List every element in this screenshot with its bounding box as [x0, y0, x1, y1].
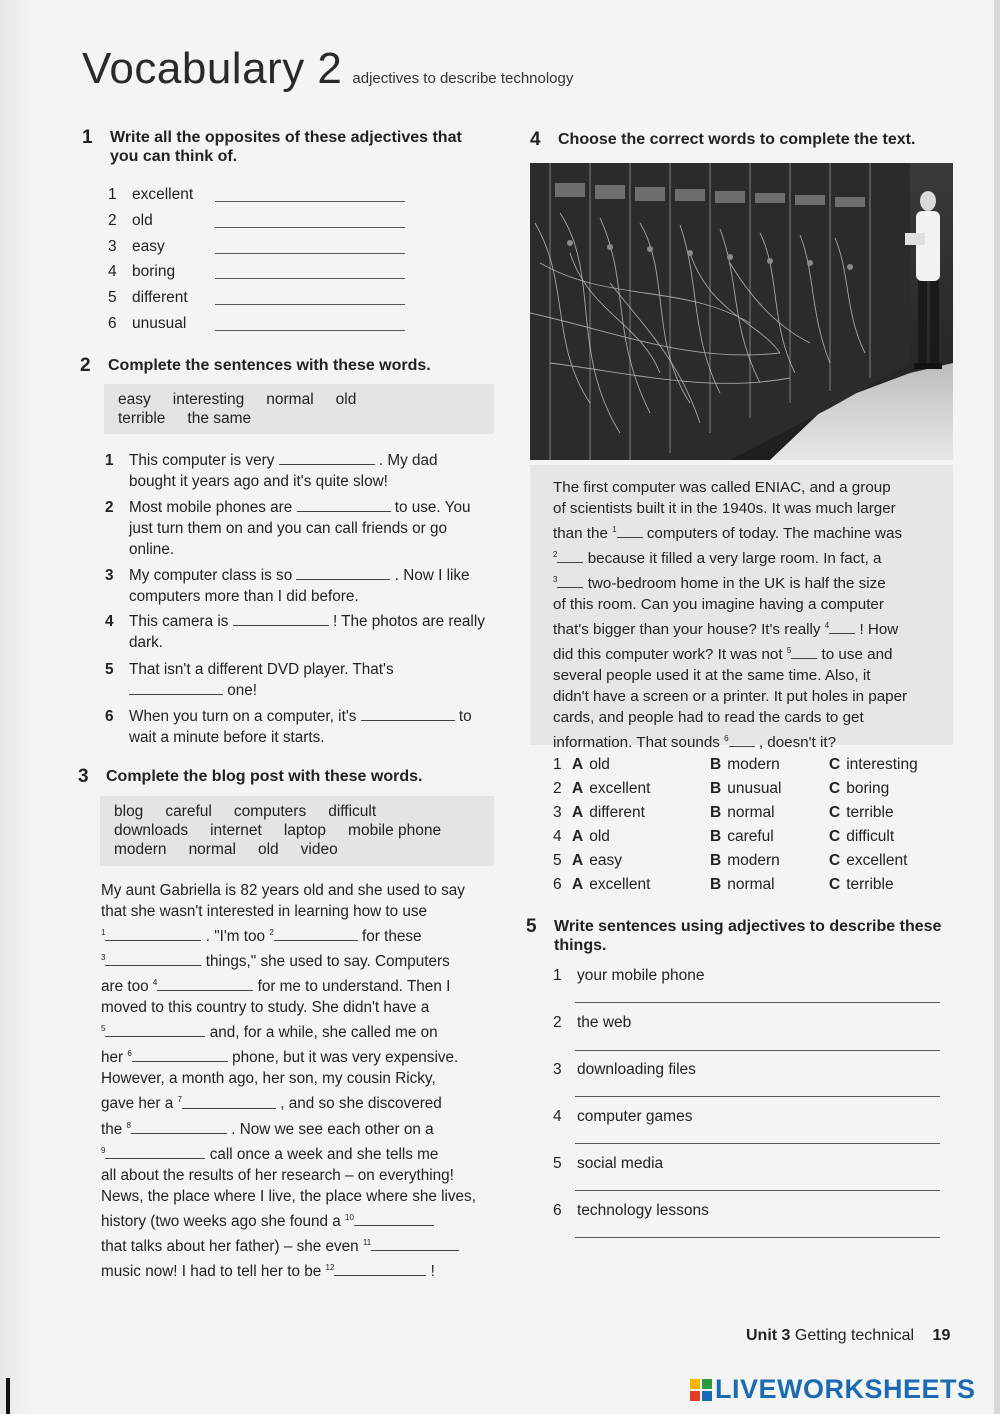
word-chip: blog — [114, 803, 144, 820]
option-c[interactable] — [829, 876, 894, 894]
option-text: normal — [727, 876, 775, 893]
option-letter: A — [572, 876, 584, 893]
answer-gap[interactable] — [129, 680, 223, 695]
option-num: 1 — [553, 756, 562, 773]
story-line: The first computer was called ENIAC, and a group — [553, 479, 891, 496]
gap-number: 3 — [553, 575, 558, 585]
ex1-item-word: unusual — [132, 315, 187, 332]
blog-text: the — [101, 1120, 123, 1138]
ex1-answer-line-1[interactable] — [215, 201, 405, 202]
sentence-text: bought it years ago and it's quite slow! — [129, 473, 388, 490]
blog-text: her — [101, 1049, 124, 1067]
option-text: terrible — [846, 876, 894, 893]
blog-line: However, a month ago, her son, my cousin Ricky, — [101, 1070, 436, 1088]
word-chip: easy — [118, 391, 151, 408]
sentence-num: 6 — [105, 708, 114, 725]
option-text: boring — [846, 780, 890, 797]
ex4-instruction: Choose the correct words to complete the text. — [558, 131, 916, 148]
ex1-item — [108, 315, 186, 333]
option-num: 6 — [553, 876, 562, 893]
ex3-word-row — [114, 821, 494, 840]
option-num: 5 — [553, 852, 562, 869]
story-gap-6[interactable] — [729, 732, 755, 747]
footer-page-number: 19 — [932, 1327, 951, 1344]
answer-gap[interactable] — [279, 450, 375, 465]
ex5-item-text: social media — [577, 1155, 664, 1172]
ex4-option-row — [553, 828, 953, 850]
blog-line: all about the results of her research – on everything! — [101, 1166, 454, 1184]
story-line: of this room. Can you imagine having a computer — [553, 596, 884, 614]
story-line — [553, 569, 933, 594]
blog-line: My aunt Gabriella is 82 years old and she used to say — [101, 882, 465, 899]
gap-number: 5 — [101, 1024, 106, 1034]
blog-gap-9[interactable] — [105, 1144, 205, 1159]
ex1-item-word: different — [132, 289, 188, 306]
option-c[interactable] — [829, 804, 894, 822]
gap-number: 8 — [126, 1120, 131, 1130]
blog-line — [101, 1089, 493, 1114]
option-num: 4 — [553, 828, 562, 845]
story-line: cards, and people had to read the cards to get — [553, 709, 864, 727]
gap-number: 1 — [101, 928, 106, 937]
story-line — [553, 728, 933, 753]
ex5-item — [553, 1014, 631, 1032]
answer-gap[interactable] — [361, 706, 455, 721]
title-main: Vocabulary 2 — [82, 44, 343, 93]
blog-gap-3[interactable] — [105, 951, 201, 966]
word-chip: normal — [266, 391, 314, 408]
sentence-text: . My dad — [378, 452, 438, 469]
blog-text: , and so she discovered — [280, 1095, 442, 1113]
story-gap-1[interactable] — [617, 523, 643, 538]
option-letter: B — [710, 828, 722, 845]
ex5-heading — [526, 917, 946, 955]
ex5-answer-line-1[interactable] — [575, 1002, 940, 1003]
blog-text: gave her a — [101, 1095, 174, 1113]
ex1-instruction: Write all the opposites of these adjectives that you can think of. — [110, 129, 462, 165]
word-chip: careful — [165, 803, 212, 820]
ex2-sentence — [105, 450, 495, 492]
footer-unit-title: Getting technical — [794, 1327, 915, 1344]
sentence-text: Most mobile phones are — [129, 499, 293, 516]
answer-gap[interactable] — [296, 565, 390, 580]
gap-number: 1 — [612, 525, 617, 534]
ex5-item-text: technology lessons — [577, 1202, 709, 1219]
option-a[interactable] — [572, 756, 610, 774]
option-text: difficult — [846, 828, 895, 845]
story-text: to use and — [821, 646, 893, 664]
word-chip: downloads — [114, 822, 189, 839]
ex1-item — [108, 238, 165, 256]
ex5-item — [553, 967, 705, 985]
blog-gap-1[interactable] — [105, 926, 201, 941]
ex2-sentence — [105, 497, 495, 560]
liveworksheets-logo[interactable] — [690, 1374, 976, 1405]
option-c[interactable] — [829, 828, 894, 846]
page-gutter-shadow — [0, 0, 30, 1414]
liveworksheets-logo-icon — [690, 1379, 712, 1401]
ex1-item-num: 4 — [108, 263, 117, 280]
ex2-sentence — [105, 565, 495, 607]
ex1-answer-line-3[interactable] — [215, 253, 405, 254]
ex5-item-num: 3 — [553, 1061, 562, 1078]
blog-text: . Now we see each other on a — [231, 1120, 434, 1138]
eniac-photo-illustration — [530, 163, 953, 460]
blog-line — [101, 1018, 493, 1043]
option-b[interactable] — [710, 804, 775, 822]
story-line — [553, 544, 933, 569]
ex4-story — [553, 477, 933, 753]
option-text: terrible — [846, 804, 894, 821]
gap-number: 4 — [152, 978, 158, 988]
story-line: didn't have a screen or a printer. It put holes in paper — [553, 688, 908, 706]
ex5-item-num: 4 — [553, 1108, 562, 1125]
ex4-option-row — [553, 756, 953, 778]
story-text: than the — [553, 525, 608, 543]
option-text: unusual — [727, 780, 782, 797]
gap-number: 5 — [786, 646, 792, 656]
option-num: 3 — [553, 804, 562, 821]
ex5-item-text: your mobile phone — [577, 967, 705, 984]
option-a[interactable] — [572, 804, 645, 822]
option-a[interactable] — [572, 876, 650, 894]
blog-text: are too — [101, 978, 149, 996]
option-c[interactable] — [829, 756, 918, 774]
option-letter: B — [710, 804, 722, 821]
story-gap-5[interactable] — [791, 644, 817, 659]
blog-line — [101, 1207, 493, 1232]
blog-text: things," she used to say. Computers — [205, 953, 450, 971]
story-line: several people used it at the same time. Also, it — [553, 667, 871, 685]
ex2-word-row — [118, 409, 494, 428]
option-a[interactable] — [572, 780, 650, 798]
sentence-text: to — [458, 708, 472, 725]
option-b[interactable] — [710, 780, 782, 798]
option-text: old — [589, 756, 610, 773]
sentence-num: 2 — [105, 499, 114, 516]
ex1-number: 1 — [82, 127, 93, 148]
option-text: modern — [727, 756, 780, 773]
word-chip: normal — [188, 841, 236, 858]
blog-line: that she wasn't interested in learning how to use — [101, 903, 428, 920]
blog-gap-5[interactable] — [105, 1022, 205, 1037]
ex5-item-num: 6 — [553, 1202, 562, 1219]
gap-number: 6 — [127, 1049, 132, 1059]
sentence-text: just turn them on and you can call friends or go — [129, 520, 448, 537]
blog-line — [101, 1043, 493, 1068]
blog-text: and, for a while, she called me on — [209, 1024, 438, 1042]
option-letter: B — [710, 780, 722, 797]
ex1-answer-line-2[interactable] — [215, 227, 405, 228]
ex5-item-num: 2 — [553, 1014, 562, 1031]
sentence-text: online. — [129, 541, 175, 558]
option-text: excellent — [589, 780, 651, 797]
sentence-num: 4 — [105, 613, 114, 630]
sentence-text: to use. You — [394, 499, 471, 516]
ex5-answer-line-4[interactable] — [575, 1143, 940, 1144]
word-chip: computers — [233, 803, 307, 820]
sentence-text: dark. — [129, 634, 164, 651]
story-gap-4[interactable] — [829, 619, 855, 634]
ex1-item-num: 6 — [108, 315, 117, 332]
option-letter: A — [572, 780, 584, 797]
story-text: did this computer work? It was not — [553, 646, 783, 664]
sentence-text: When you turn on a computer, it's — [129, 708, 357, 725]
ex1-item — [108, 263, 175, 281]
option-letter: A — [572, 804, 584, 821]
ex1-heading — [82, 128, 492, 166]
gap-number: 4 — [824, 621, 830, 631]
story-text: computers of today. The machine was — [646, 525, 903, 543]
option-letter: C — [829, 780, 841, 797]
ex1-item — [108, 186, 193, 204]
sentence-text: one! — [227, 682, 258, 699]
ex2-sentence — [105, 659, 495, 701]
word-chip: old — [335, 391, 357, 408]
sentence-num: 3 — [105, 567, 114, 584]
ex5-item — [553, 1155, 663, 1173]
option-text: old — [589, 828, 610, 845]
blog-line — [101, 972, 493, 997]
blog-gap-2[interactable] — [274, 926, 358, 941]
ex1-answer-line-4[interactable] — [215, 278, 405, 279]
blog-text: music now! I had to tell her to be — [101, 1263, 322, 1281]
blog-line — [101, 922, 493, 947]
option-letter: C — [829, 756, 841, 773]
option-letter: A — [572, 852, 584, 869]
sentence-text: ! The photos are really — [332, 613, 485, 630]
gap-number: 3 — [101, 953, 106, 963]
ex2-sentence — [105, 706, 495, 748]
sentence-text: computers more than I did before. — [129, 588, 359, 605]
option-letter: B — [710, 852, 722, 869]
word-chip: laptop — [283, 822, 327, 839]
blog-text: that talks about her father) – she even — [101, 1237, 359, 1255]
ex1-item — [108, 212, 153, 230]
blog-text: ! — [430, 1263, 435, 1281]
word-chip: video — [300, 841, 338, 858]
word-chip: difficult — [328, 803, 377, 820]
story-text: because it filled a very large room. In fact, a — [587, 550, 882, 568]
answer-gap[interactable] — [297, 497, 391, 512]
blog-gap-6[interactable] — [132, 1047, 228, 1062]
option-letter: A — [572, 828, 584, 845]
ex2-word-box — [104, 384, 494, 434]
option-letter: C — [829, 804, 841, 821]
sentence-text: This computer is very — [129, 452, 275, 469]
option-text: excellent — [846, 852, 908, 869]
ex5-item-num: 5 — [553, 1155, 562, 1172]
blog-text: phone, but it was very expensive. — [232, 1049, 459, 1067]
option-text: easy — [589, 852, 622, 869]
option-text: modern — [727, 852, 780, 869]
option-letter: B — [710, 876, 722, 893]
ex1-item — [108, 289, 188, 307]
story-line: of scientists built it in the 1940s. It was much larger — [553, 500, 896, 517]
blog-post — [101, 880, 493, 1282]
blog-gap-11[interactable] — [371, 1236, 459, 1251]
sentence-text: My computer class is so — [129, 567, 293, 584]
story-line — [553, 615, 933, 640]
ex5-item-text: the web — [577, 1014, 632, 1031]
story-text: two-bedroom home in the UK is half the size — [587, 575, 886, 593]
ex5-answer-line-3[interactable] — [575, 1096, 940, 1097]
blog-line: moved to this country to study. She didn't have a — [101, 999, 430, 1017]
blog-line — [101, 1140, 493, 1165]
sentence-text: . Now I like — [394, 567, 470, 584]
ex4-number: 4 — [530, 129, 541, 150]
option-num: 2 — [553, 780, 562, 797]
ex5-item-num: 1 — [553, 967, 562, 984]
ex5-answer-line-6[interactable] — [575, 1237, 940, 1238]
option-text: normal — [727, 804, 775, 821]
ex1-answer-line-5[interactable] — [215, 304, 405, 305]
ex5-item — [553, 1202, 709, 1220]
word-chip: interesting — [172, 391, 245, 408]
blog-gap-8[interactable] — [131, 1119, 227, 1134]
sentence-text: That isn't a different DVD player. That's — [129, 661, 394, 678]
blog-line — [101, 1115, 493, 1140]
ex1-item-word: excellent — [132, 186, 194, 203]
blog-line — [101, 1257, 493, 1282]
ex3-heading — [78, 767, 498, 786]
ex1-item-word: old — [132, 212, 153, 229]
sentence-num: 5 — [105, 661, 114, 678]
ex2-sentence — [105, 611, 495, 653]
story-gap-2[interactable] — [557, 548, 583, 563]
story-line — [553, 519, 933, 544]
ex4-option-row — [553, 876, 953, 898]
blog-text: for these — [362, 928, 422, 946]
gap-number: 10 — [345, 1212, 354, 1222]
ex4-option-row — [553, 780, 953, 802]
option-b[interactable] — [710, 828, 774, 846]
ex3-word-row — [114, 840, 494, 859]
blog-line — [101, 947, 493, 972]
word-chip: internet — [210, 822, 262, 839]
story-line — [553, 640, 933, 665]
eniac-photo — [530, 163, 953, 460]
story-gap-3[interactable] — [557, 573, 583, 588]
option-text: excellent — [589, 876, 651, 893]
ex3-instruction: Complete the blog post with these words. — [106, 768, 423, 785]
story-text: , doesn't it? — [758, 734, 837, 752]
blog-line: News, the place where I live, the place where she lives, — [101, 1187, 476, 1205]
sentence-text: wait a minute before it starts. — [129, 729, 325, 746]
ex1-item-num: 1 — [108, 186, 117, 203]
word-chip: mobile phone — [348, 822, 442, 839]
story-text: that's bigger than your house? It's really — [553, 621, 821, 639]
ex5-answer-line-5[interactable] — [575, 1190, 940, 1191]
option-c[interactable] — [829, 780, 889, 798]
answer-gap[interactable] — [233, 611, 329, 626]
gap-number: 12 — [325, 1262, 335, 1272]
ex5-number: 5 — [526, 916, 537, 937]
ex4-heading — [530, 130, 950, 149]
ex5-instruction: Write sentences using adjectives to describe these things. — [554, 918, 942, 954]
option-letter: C — [829, 852, 841, 869]
blog-text: history (two weeks ago she found a — [101, 1212, 341, 1230]
ex4-option-row — [553, 852, 953, 874]
option-b[interactable] — [710, 852, 780, 870]
ex1-item-num: 3 — [108, 238, 117, 255]
story-text: information. That sounds — [553, 734, 720, 752]
ex3-word-box — [100, 796, 494, 866]
blog-gap-10[interactable] — [354, 1211, 434, 1226]
ex3-number: 3 — [78, 766, 89, 787]
ex1-item-word: boring — [132, 263, 176, 280]
option-text: careful — [727, 828, 774, 845]
option-c[interactable] — [829, 852, 907, 870]
footer-unit: Unit 3 — [746, 1327, 791, 1344]
ex2-instruction: Complete the sentences with these words. — [108, 357, 431, 374]
gap-number: 9 — [101, 1145, 106, 1155]
option-letter: A — [572, 756, 584, 773]
ex1-item-num: 2 — [108, 212, 117, 229]
blog-text: for me to understand. Then I — [257, 978, 451, 996]
ex1-item-num: 5 — [108, 289, 117, 306]
option-b[interactable] — [710, 876, 775, 894]
option-text: different — [589, 804, 645, 821]
ex5-item — [553, 1061, 696, 1079]
sentence-text: This camera is — [129, 613, 229, 630]
option-letter: C — [829, 828, 841, 845]
option-text: interesting — [846, 756, 918, 773]
word-chip: the same — [187, 410, 252, 427]
blog-text: . "I'm too — [205, 928, 266, 946]
option-letter: B — [710, 756, 722, 773]
blog-line — [101, 1232, 493, 1257]
gap-number: 6 — [724, 734, 729, 744]
blog-gap-12[interactable] — [334, 1261, 426, 1276]
gap-number: 2 — [269, 928, 274, 937]
ex1-item-word: easy — [132, 238, 165, 255]
blog-gap-4[interactable] — [157, 976, 253, 991]
page-right-edge — [994, 0, 1000, 1414]
ex3-word-row — [114, 802, 494, 821]
gap-number: 7 — [177, 1095, 182, 1105]
option-a[interactable] — [572, 828, 610, 846]
option-a[interactable] — [572, 852, 622, 870]
word-chip: old — [257, 841, 279, 858]
ex5-item — [553, 1108, 692, 1126]
option-b[interactable] — [710, 756, 780, 774]
title-subtitle: adjectives to describe technology — [352, 70, 574, 87]
page-title — [82, 44, 573, 94]
word-chip: terrible — [118, 410, 166, 427]
ex2-heading — [80, 356, 500, 375]
ex4-option-row — [553, 804, 953, 826]
liveworksheets-logo-text: LIVEWORKSHEETS — [715, 1374, 976, 1404]
ex5-item-text: downloading files — [577, 1061, 696, 1078]
ex5-item-text: computer games — [577, 1108, 693, 1125]
blog-gap-7[interactable] — [182, 1094, 276, 1109]
ex1-answer-line-6[interactable] — [215, 330, 405, 331]
page-footer — [746, 1327, 950, 1345]
ex5-answer-line-2[interactable] — [575, 1050, 940, 1051]
word-chip: modern — [114, 841, 167, 858]
option-letter: C — [829, 876, 841, 893]
scan-mark — [6, 1378, 10, 1414]
story-text: ! How — [859, 621, 899, 639]
ex2-number: 2 — [80, 355, 91, 376]
sentence-num: 1 — [105, 452, 114, 469]
gap-number: 11 — [362, 1237, 372, 1247]
ex2-word-row — [118, 390, 494, 409]
blog-text: call once a week and she tells me — [209, 1145, 439, 1163]
gap-number: 2 — [553, 550, 558, 560]
